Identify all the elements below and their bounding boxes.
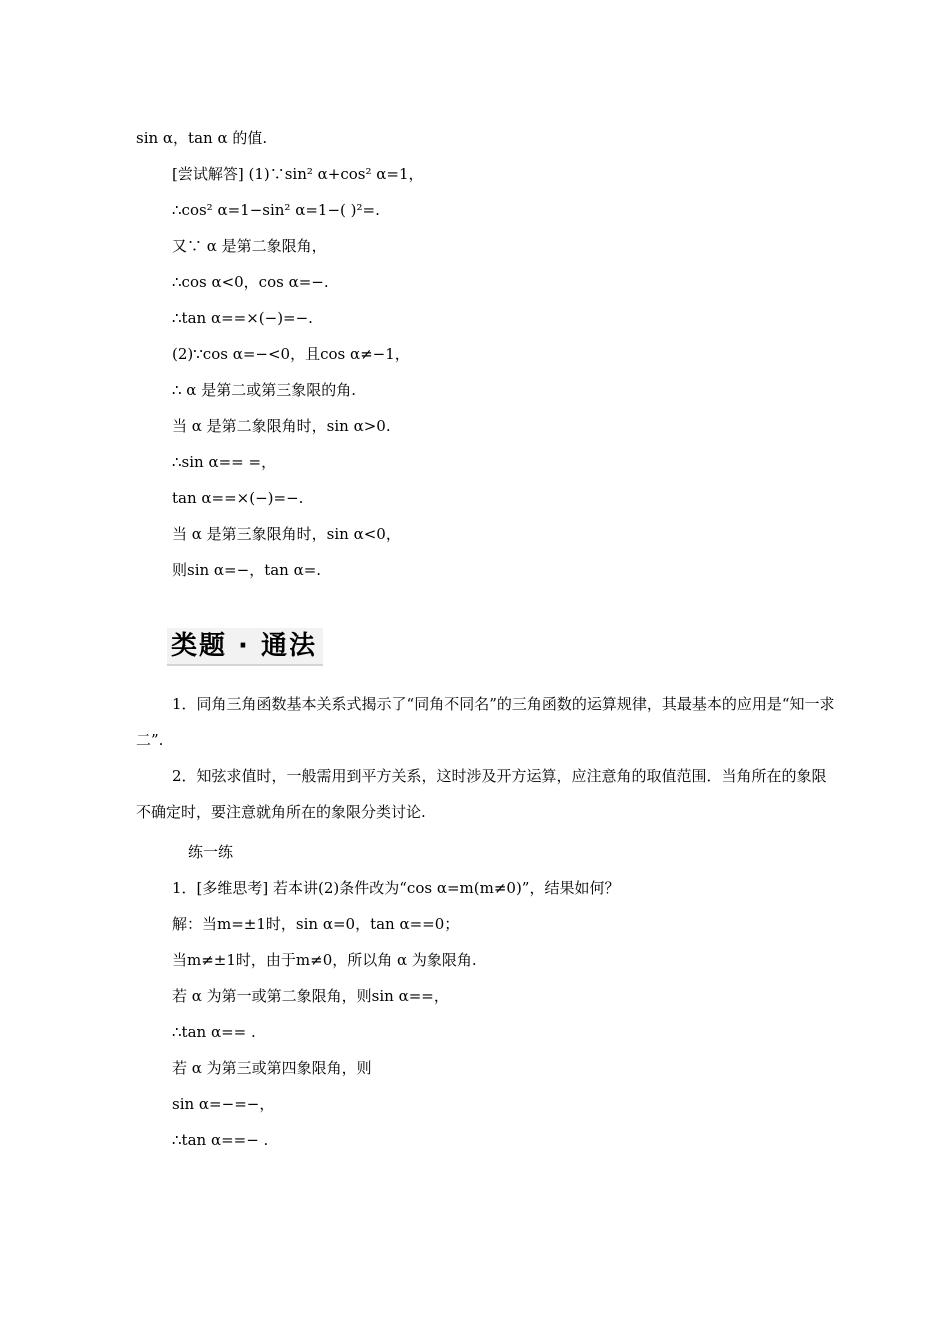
intro-line: sin α，tan α 的值.	[136, 129, 268, 147]
solution-line: ∴sin α== =，	[172, 453, 277, 471]
section-title: 类题 · 通法	[171, 631, 317, 661]
practice-line: sin α=−=−，	[172, 1095, 275, 1113]
solution-line: 当 α 是第三象限角时，sin α<0，	[172, 525, 401, 543]
practice-line: 1．[多维思考] 若本讲(2)条件改为“cos α=m(m≠0)”，结果如何？	[172, 879, 620, 897]
solution-line: ∴cos² α=1−sin² α=1−( )²=.	[172, 201, 380, 219]
practice-line: 解：当m=±1时，sin α=0，tan α==0；	[172, 915, 460, 933]
solution-line: ∴ α 是第二或第三象限的角.	[172, 381, 356, 399]
solution-line: 则sin α=−，tan α=.	[172, 561, 322, 579]
practice-line: ∴tan α== .	[172, 1023, 256, 1041]
solution-line: (2)∵cos α=−<0，且cos α≠−1，	[172, 345, 410, 363]
section-title-banner	[167, 628, 323, 666]
solution-line: 又∵ α 是第二象限角，	[172, 237, 327, 255]
solution-line: tan α==×(−)=−.	[172, 489, 304, 507]
method-paragraph: 2．知弦求值时，一般需用到平方关系，这时涉及开方运算，应注意角的取值范围．当角所在的象限不确定时，要注意就角所在的象限分类讨论.	[136, 767, 827, 821]
method-paragraph: 1．同角三角函数基本关系式揭示了“同角不同名”的三角函数的运算规律，其最基本的应用是“知一求二”.	[136, 695, 835, 749]
solution-line: ∴tan α==×(−)=−.	[172, 309, 313, 327]
solution-line: 当 α 是第二象限角时，sin α>0.	[172, 417, 391, 435]
practice-line: 当m≠±1时，由于m≠0，所以角 α 为象限角.	[172, 951, 477, 969]
solution-line: [尝试解答] (1)∵sin² α+cos² α=1，	[172, 165, 424, 183]
solution-line: ∴cos α<0，cos α=−.	[172, 273, 329, 291]
practice-line: 若 α 为第三或第四象限角，则	[172, 1059, 372, 1077]
practice-line: 若 α 为第一或第二象限角，则sin α==，	[172, 987, 449, 1005]
practice-line: ∴tan α==− .	[172, 1131, 269, 1149]
practice-heading: 练一练	[188, 843, 234, 861]
